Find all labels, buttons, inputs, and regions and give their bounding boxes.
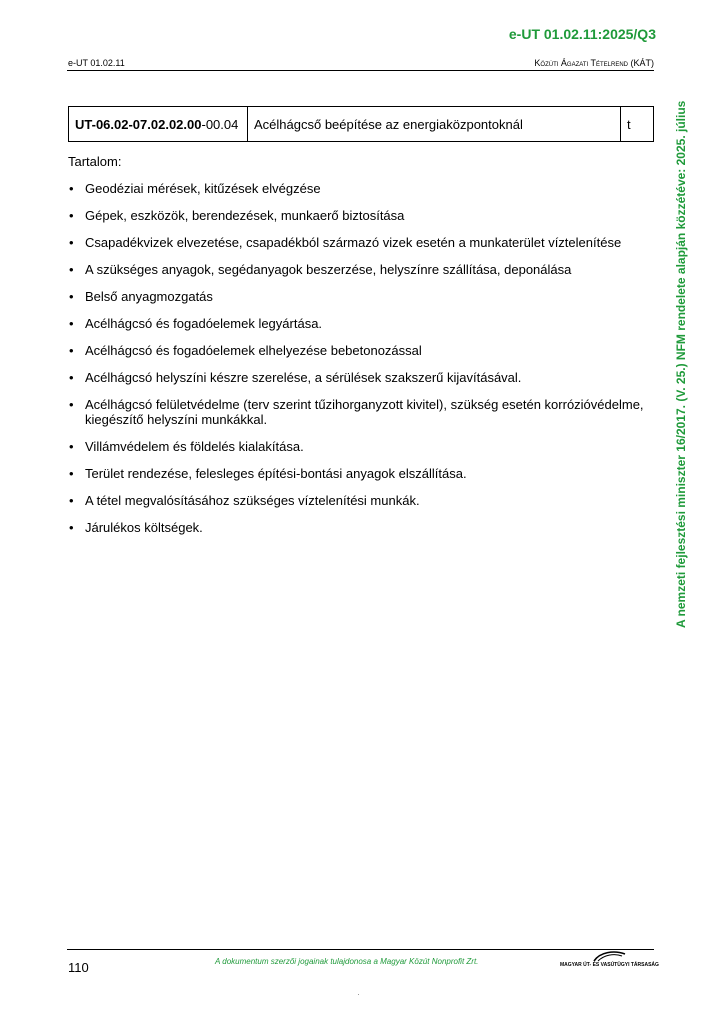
item-code-cell	[69, 107, 248, 142]
item-description: Acélhágcső beépítése az energiaközpontoknál	[248, 107, 621, 142]
page-number: 110	[68, 960, 89, 975]
logo-swoosh-icon	[592, 950, 626, 962]
header-divider	[67, 70, 654, 71]
item-code-main: UT-06.02-07.02.02.00	[75, 116, 202, 132]
header-right-title: Közúti Ágazati Tételrend (KÁT)	[534, 58, 654, 68]
scan-dot	[358, 994, 359, 995]
list-item: • Járulékos költségek.	[68, 520, 648, 535]
logo-text: MAGYAR ÚT- ÉS VASÚTÜGYI TÁRSASÁG	[560, 962, 659, 968]
vertical-publication-note: A nemzeti fejlesztési miniszter 16/2017. (V. 25.) NFM rendelete alapján közzétéve: 2025. július	[674, 100, 688, 628]
list-item: • Gépek, eszközök, berendezések, munkaerő biztosítása	[68, 208, 648, 223]
list-item: • Acélhágcsó és fogadóelemek legyártása.	[68, 316, 648, 331]
list-item: • Terület rendezése, felesleges építési-bontási anyagok elszállítása.	[68, 466, 648, 481]
list-item: • A tétel megvalósításához szükséges víztelenítési munkák.	[68, 493, 648, 508]
content-title: Tartalom:	[68, 154, 122, 169]
list-item: • Acélhágcsó felületvédelme (terv szerint tűzihorganyzott kivitel), szükség esetén korrózióvédelme, kiegészítő helyszíni munkákkal.	[68, 397, 648, 427]
list-item: • Acélhágcsó és fogadóelemek elhelyezése bebetonozással	[68, 343, 648, 358]
header-left-reference: e-UT 01.02.11	[68, 58, 125, 68]
item-code-suffix: -00.04	[201, 116, 239, 132]
copyright-notice: A dokumentum szerzői jogainak tulajdonosa a Magyar Közút Nonprofit Zrt.	[215, 957, 479, 966]
content-list	[68, 181, 648, 547]
item-row	[69, 107, 654, 142]
company-logo	[560, 950, 659, 972]
item-table	[68, 106, 654, 142]
item-unit: t	[621, 107, 654, 142]
document-id: e-UT 01.02.11:2025/Q3	[508, 26, 656, 42]
list-item: • Geodéziai mérések, kitűzések elvégzése	[68, 181, 648, 196]
list-item: • Villámvédelem és földelés kialakítása.	[68, 439, 648, 454]
list-item: • Acélhágcsó helyszíni készre szerelése, a sérülések szakszerű kijavításával.	[68, 370, 648, 385]
list-item: • Belső anyagmozgatás	[68, 289, 648, 304]
list-item: • Csapadékvizek elvezetése, csapadékból származó vizek esetén a munkaterület víztelenítése	[68, 235, 648, 250]
list-item: • A szükséges anyagok, segédanyagok beszerzése, helyszínre szállítása, deponálása	[68, 262, 648, 277]
